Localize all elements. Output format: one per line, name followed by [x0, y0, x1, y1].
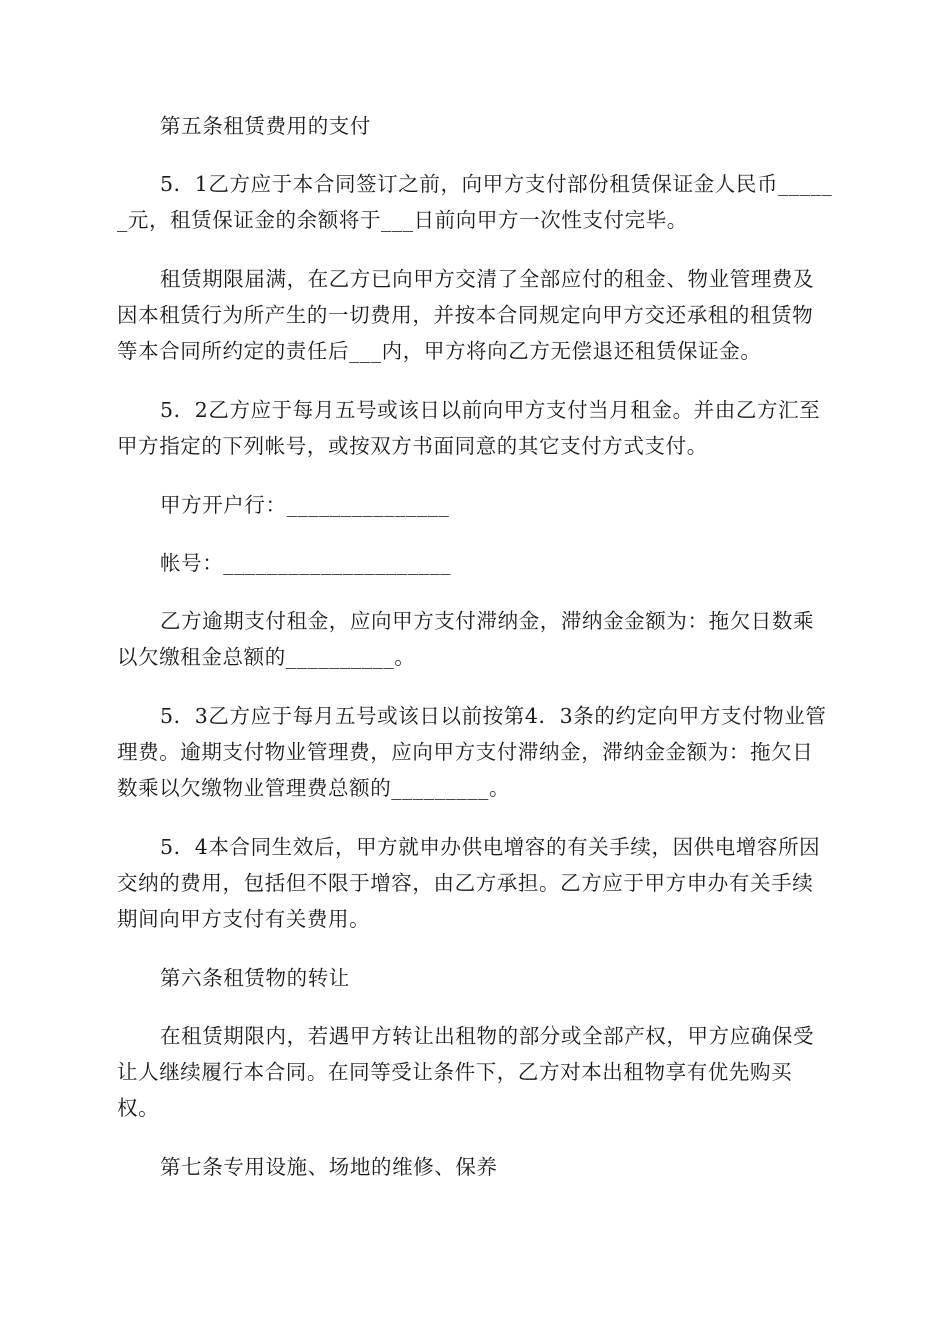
- account-field: 帐号：_____________________: [160, 551, 452, 575]
- section-heading-7: 第七条专用设施、场地的维修、保养: [160, 1155, 498, 1179]
- transfer-paragraph: 在租赁期限内，若遇甲方转让出租物的部分或全部产权，甲方应确保受让人继续履行本合同。在同等受让条件下，乙方对本出租物享有优先购买权。: [117, 1024, 815, 1120]
- clause-5-1: 5．1乙方应于本合同签订之前，向甲方支付部份租赁保证金人民币______元，租赁保证金的余额将于___日前向甲方一次性支付完毕。: [117, 172, 833, 232]
- clause-5-3: 5．3乙方应于每月五号或该日以前按第4．3条的约定向甲方支付物业管理费。逾期支付物业管理费，应向甲方支付滞纳金，滞纳金金额为：拖欠日数乘以欠缴物业管理费总额的_________。: [117, 704, 827, 800]
- deposit-refund-paragraph: 租赁期限届满，在乙方已向甲方交清了全部应付的租金、物业管理费及因本租赁行为所产生的一切费用，并按本合同规定向甲方交还承租的租赁物等本合同所约定的责任后___内，甲方将向乙方无偿退还租赁保证金。: [117, 267, 815, 363]
- clause-5-2: 5．2乙方应于每月五号或该日以前向甲方支付当月租金。并由乙方汇至甲方指定的下列帐号，或按双方书面同意的其它支付方式支付。: [117, 398, 821, 458]
- late-rent-paragraph: 乙方逾期支付租金，应向甲方支付滞纳金，滞纳金金额为：拖欠日数乘以欠缴租金总额的__________。: [117, 609, 815, 669]
- document-page: [117, 108, 833, 1207]
- section-heading-6: 第六条租赁物的转让: [160, 966, 350, 990]
- clause-5-4: 5．4本合同生效后，甲方就申办供电增容的有关手续，因供电增容所因交纳的费用，包括但不限于增容，由乙方承担。乙方应于甲方申办有关手续期间向甲方支付有关费用。: [117, 835, 821, 931]
- section-heading-5: 第五条租赁费用的支付: [160, 114, 371, 138]
- bank-field: 甲方开户行：_______________: [160, 493, 450, 517]
